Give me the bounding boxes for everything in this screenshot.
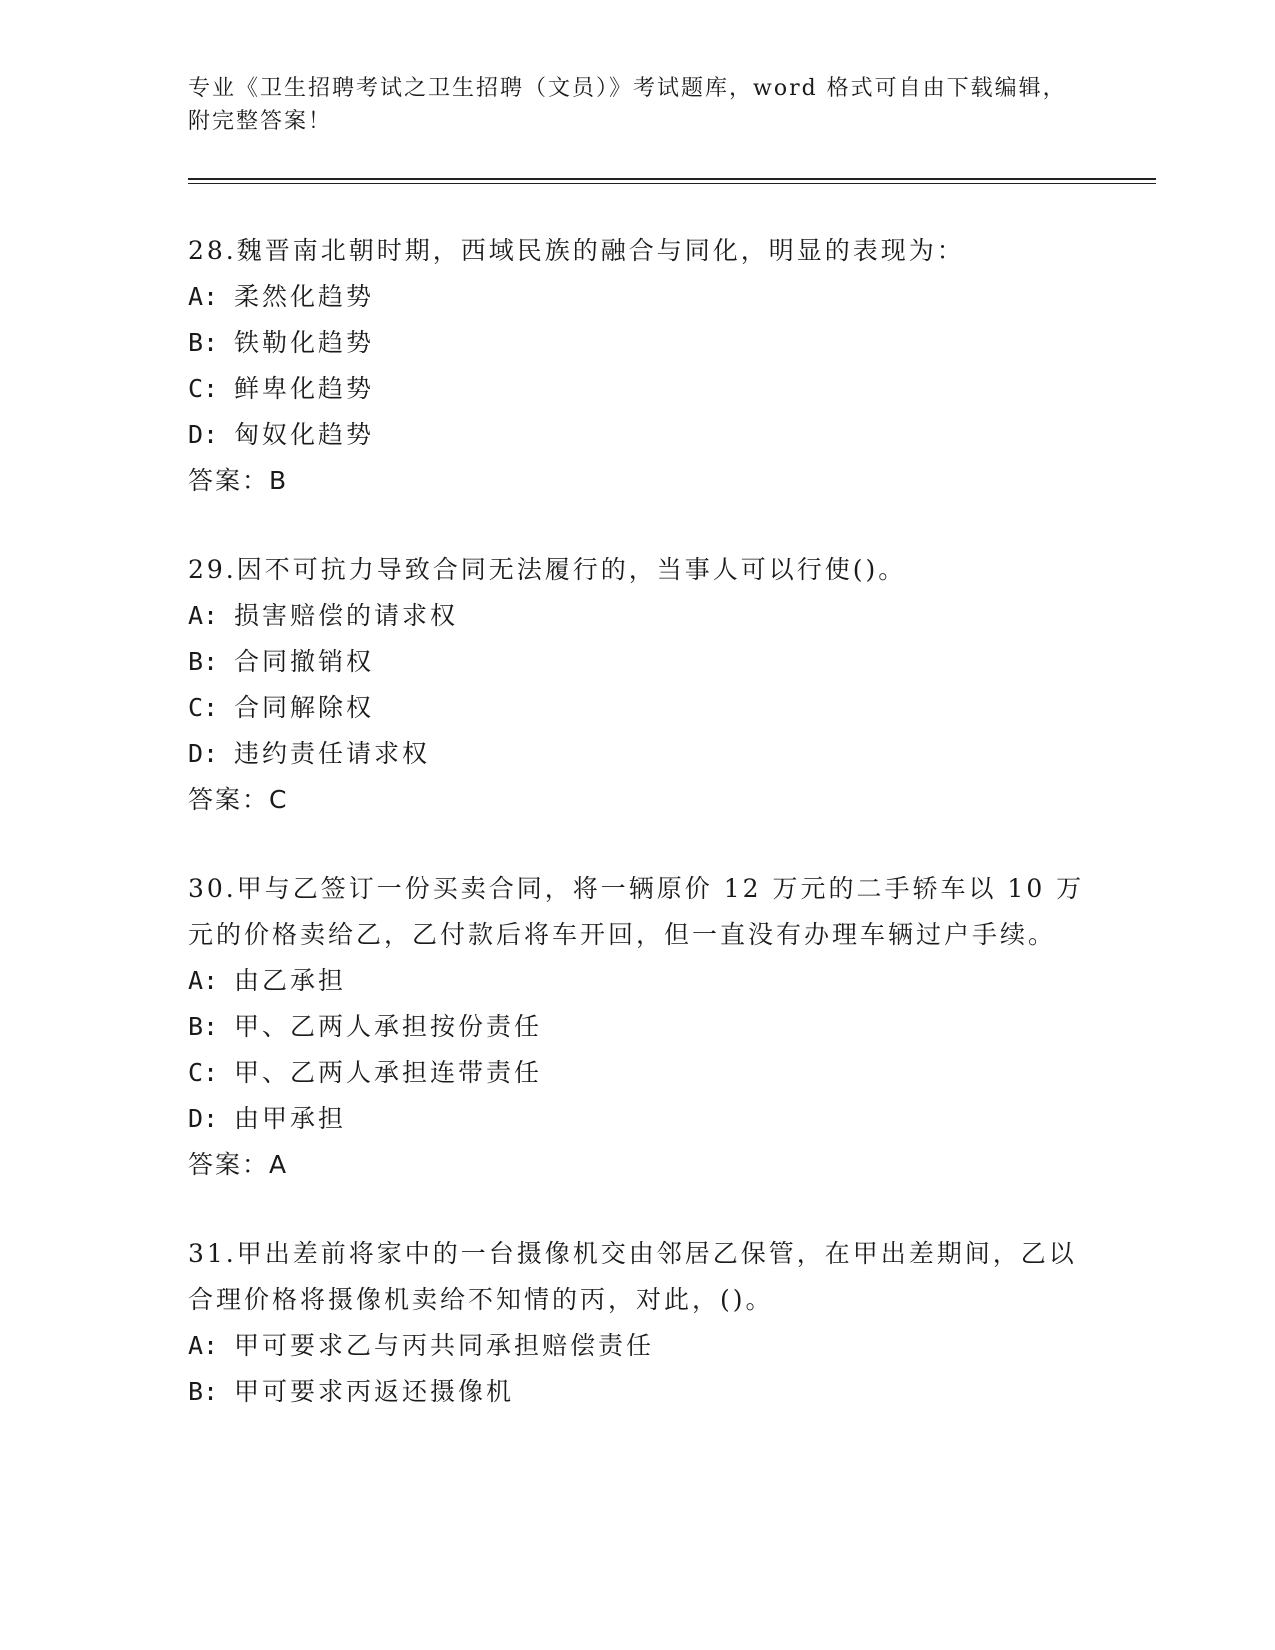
document-header xyxy=(188,72,1088,138)
answer-line xyxy=(188,458,1088,504)
option-letter: B: xyxy=(188,647,219,676)
option-text: 损害赔偿的请求权 xyxy=(234,601,459,630)
answer-label: 答案： xyxy=(188,466,270,495)
question-30 xyxy=(188,866,1088,1188)
option-letter: A: xyxy=(188,282,219,311)
option-letter: A: xyxy=(188,601,219,630)
option-a xyxy=(188,958,1088,1004)
header-divider xyxy=(188,178,1156,180)
answer-line xyxy=(188,777,1088,823)
option-a xyxy=(188,1323,1088,1369)
option-b xyxy=(188,1004,1088,1050)
option-letter: D: xyxy=(188,420,219,449)
option-a xyxy=(188,274,1088,320)
header-text: 专业《卫生招聘考试之卫生招聘（文员）》考试题库，word 格式可自由下载编辑，附完整答案！ xyxy=(188,76,1067,134)
question-stem: 28.魏晋南北朝时期，西域民族的融合与同化，明显的表现为： xyxy=(188,236,965,265)
question-stem: 29.因不可抗力导致合同无法履行的，当事人可以行使()。 xyxy=(188,555,907,584)
question-stem: 30.甲与乙签订一份买卖合同，将一辆原价 12 万元的二手轿车以 10 万元的价格卖给乙，乙付款后将车开回，但一直没有办理车辆过户手续。 xyxy=(188,874,1085,949)
option-text: 甲、乙两人承担按份责任 xyxy=(234,1012,543,1041)
header-divider-secondary xyxy=(188,183,1156,184)
answer-label: 答案： xyxy=(188,1150,270,1179)
option-letter: A: xyxy=(188,966,219,995)
option-text: 合同撤销权 xyxy=(234,647,375,676)
question-28 xyxy=(188,228,1088,504)
option-letter: A: xyxy=(188,1331,219,1360)
option-text: 铁勒化趋势 xyxy=(234,328,375,357)
option-d xyxy=(188,412,1088,458)
option-letter: B: xyxy=(188,328,219,357)
option-c xyxy=(188,685,1088,731)
option-d xyxy=(188,731,1088,777)
option-text: 甲可要求丙返还摄像机 xyxy=(234,1377,515,1406)
answer-value: C xyxy=(269,785,287,814)
answer-line xyxy=(188,1142,1088,1188)
option-letter: B: xyxy=(188,1377,219,1406)
option-letter: C: xyxy=(188,693,219,722)
answer-value: B xyxy=(269,466,287,495)
option-letter: C: xyxy=(188,374,219,403)
option-letter: B: xyxy=(188,1012,219,1041)
option-text: 违约责任请求权 xyxy=(234,739,431,768)
answer-label: 答案： xyxy=(188,785,270,814)
question-29 xyxy=(188,547,1088,823)
option-c xyxy=(188,1050,1088,1096)
option-text: 匈奴化趋势 xyxy=(234,420,375,449)
option-text: 甲可要求乙与丙共同承担赔偿责任 xyxy=(234,1331,655,1360)
option-d xyxy=(188,1096,1088,1142)
option-letter: D: xyxy=(188,1104,219,1133)
option-text: 甲、乙两人承担连带责任 xyxy=(234,1058,543,1087)
question-31 xyxy=(188,1231,1088,1415)
option-text: 由甲承担 xyxy=(234,1104,347,1133)
option-text: 由乙承担 xyxy=(234,966,347,995)
answer-value: A xyxy=(269,1150,287,1179)
option-b xyxy=(188,1369,1088,1415)
option-text: 柔然化趋势 xyxy=(234,282,375,311)
question-stem: 31.甲出差前将家中的一台摄像机交由邻居乙保管，在甲出差期间，乙以合理价格将摄像机卖给不知情的丙，对此，()。 xyxy=(188,1239,1077,1314)
option-text: 鲜卑化趋势 xyxy=(234,374,375,403)
option-text: 合同解除权 xyxy=(234,693,375,722)
question-list xyxy=(188,228,1088,1458)
option-b xyxy=(188,639,1088,685)
option-letter: D: xyxy=(188,739,219,768)
option-a xyxy=(188,593,1088,639)
option-c xyxy=(188,366,1088,412)
option-letter: C: xyxy=(188,1058,219,1087)
option-b xyxy=(188,320,1088,366)
